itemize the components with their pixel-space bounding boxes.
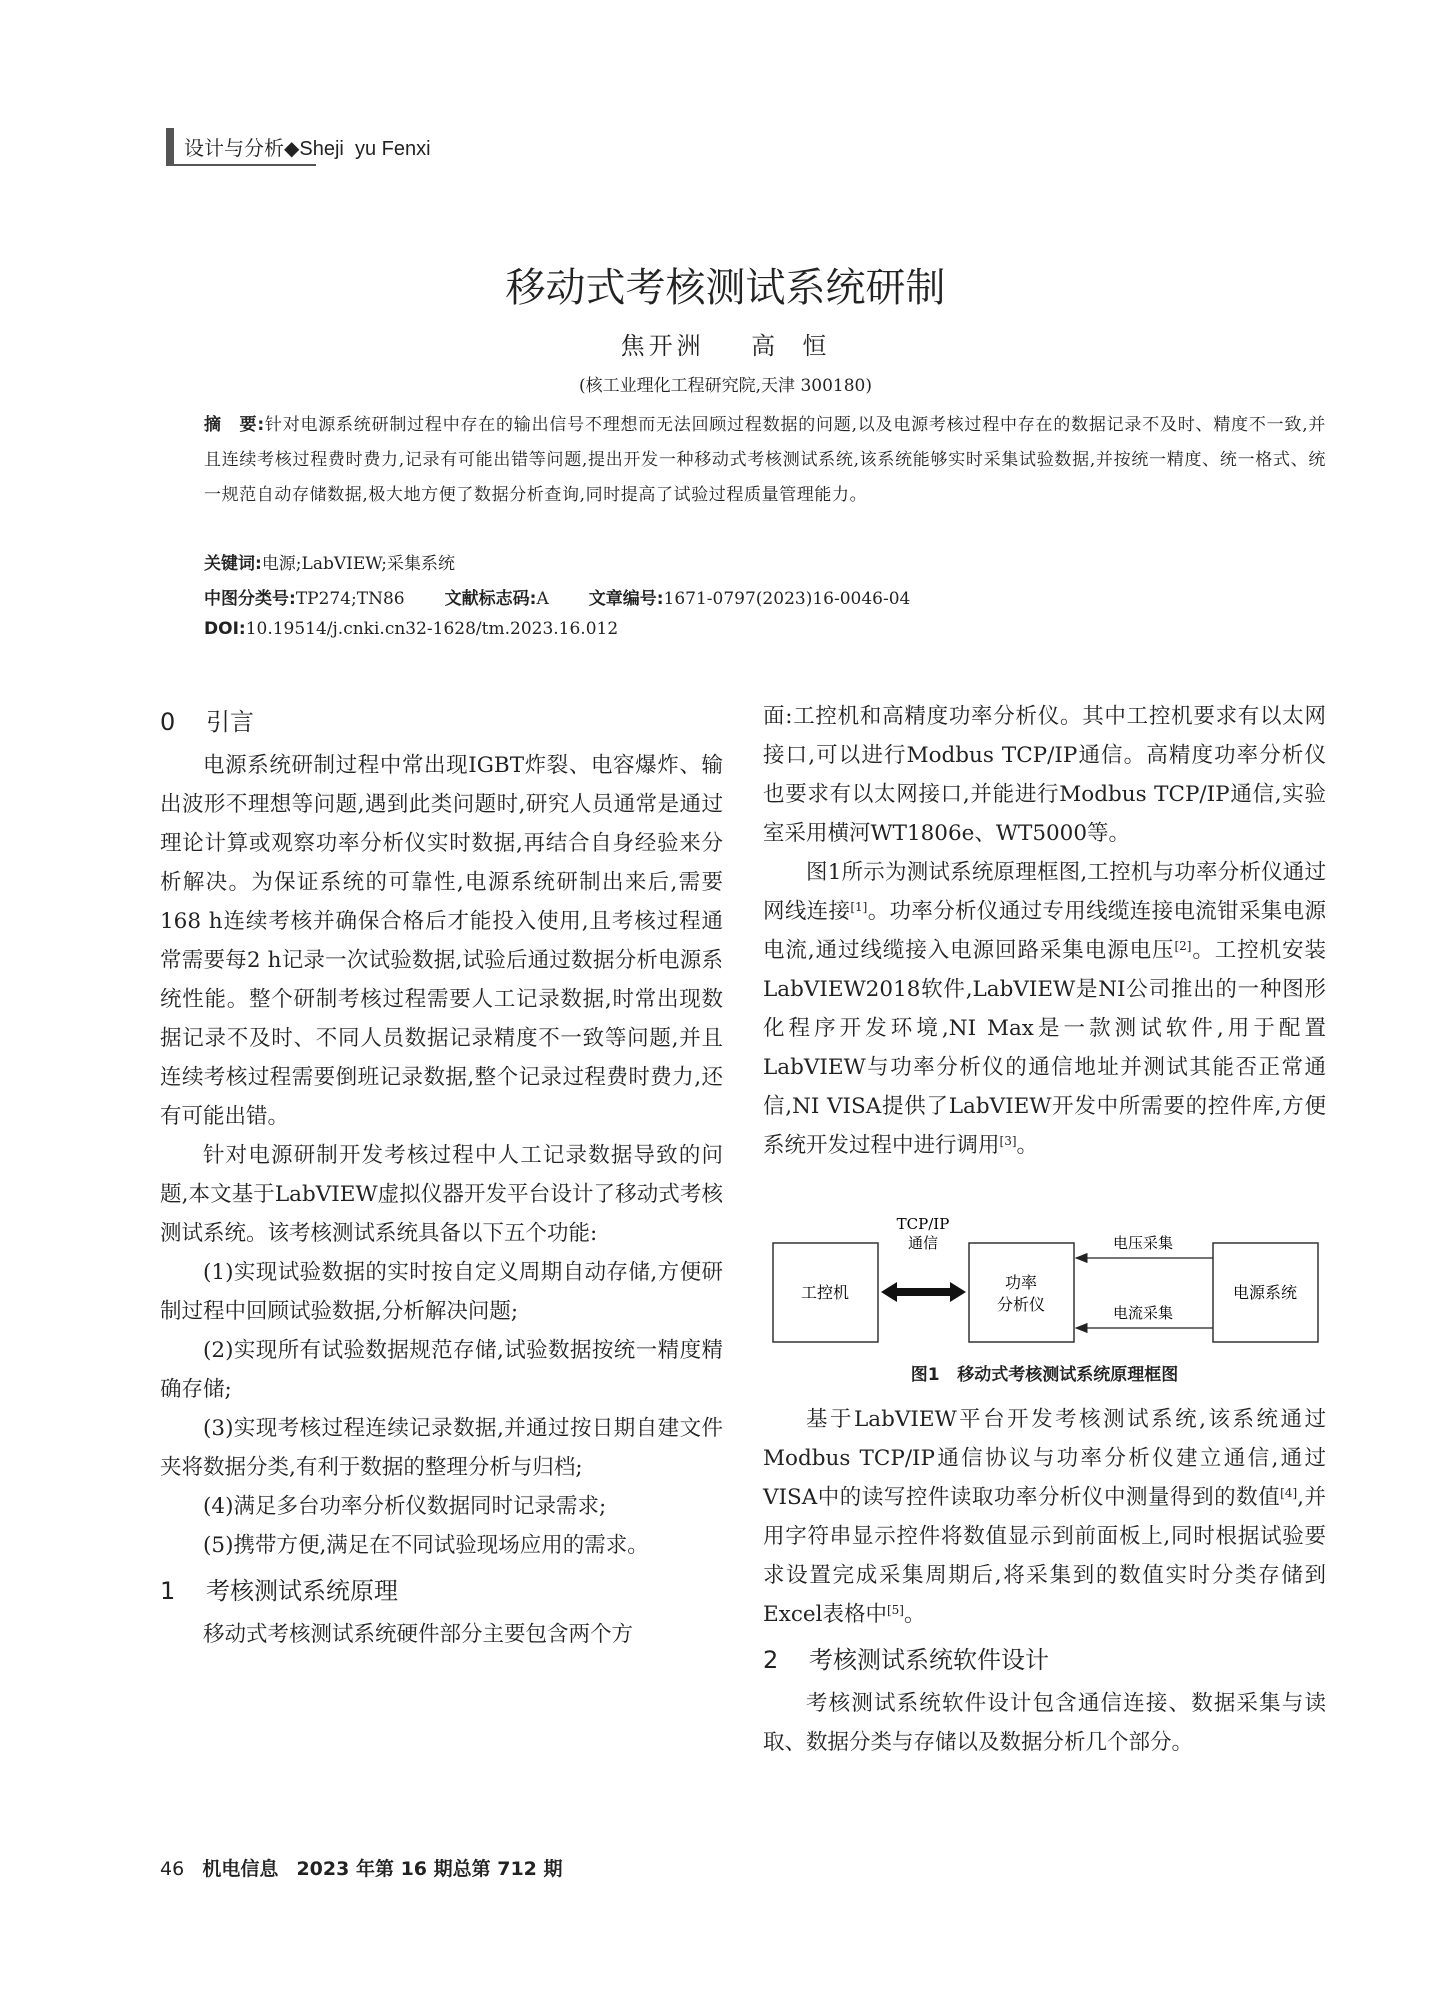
- function-item-5: (5)携带方便,满足在不同试验现场应用的需求。: [203, 1533, 649, 1558]
- right-column-upper: [763, 697, 1326, 1165]
- analyzer-box: [969, 1243, 1074, 1342]
- affiliation: (核工业理化工程研究院,天津 300180): [579, 376, 872, 396]
- software-paragraph-1: 考核测试系统软件设计包含通信连接、数据采集与读取、数据分类与存储以及数据分析几个部分。: [763, 1691, 1326, 1755]
- abstract: [204, 408, 1326, 513]
- intro-paragraph-1: 电源系统研制过程中常出现IGBT炸裂、电容爆炸、输出波形不理想等问题,遇到此类问题时,研究人员通常是通过理论计算或观察功率分析仪实时数据,再结合自身经验来分析解决。为保证系统的可靠性,电源系统研制出来后,需要168 h连续考核并确保合格后才能投入使用,且考核过程通常需要每2 h记录一次试验数据,试验后通过数据分析电源系统性能。整个研制考核过程需要人工记录数据,时常出现数据记录不及时、不同人员数据记录精度不一致等问题,并且连续考核过程需要倒班记录数据,整个记录过程费时费力,还有可能出错。: [160, 753, 723, 1129]
- function-item-3: (3)实现考核过程连续记录数据,并通过按日期自建文件夹将数据分类,有利于数据的整理分析与归档;: [160, 1416, 723, 1480]
- power-system-label: 电源系统: [1232, 1283, 1298, 1302]
- authors: 焦开洲 高 恒: [620, 332, 831, 360]
- paper-title: 移动式考核测试系统研制: [505, 265, 946, 311]
- doi-link[interactable]: 10.19514/j.cnki.cn32-1628/tm.2023.16.012: [245, 619, 619, 639]
- keywords-text: 电源;LabVIEW;采集系统: [261, 554, 455, 574]
- left-column: [160, 700, 723, 1654]
- citation-1[interactable]: [1]: [850, 900, 868, 914]
- section-heading-2: 2 考核测试系统软件设计: [763, 1646, 1049, 1674]
- citation-4[interactable]: [4]: [1280, 1486, 1298, 1500]
- citation-3[interactable]: [3]: [999, 1134, 1017, 1148]
- keywords: [204, 549, 455, 574]
- double-arrow-icon: [881, 1282, 966, 1302]
- figure-1: [763, 1212, 1326, 1352]
- abstract-text: 针对电源系统研制过程中存在的输出信号不理想而无法回顾过程数据的问题,以及电源考核过程中存在的数据记录不及时、精度不一致,并且连续考核过程费时费力,记录有可能出错等问题,提出开发一种移动式考核测试系统,该系统能够实时采集试验数据,并按统一精度、统一格式、统一规范自动存储数据,极大地方便了数据分析查询,同时提高了试验过程质量管理能力。: [204, 415, 1326, 505]
- section-heading-0: 0 引言: [160, 708, 254, 736]
- running-header: [184, 132, 431, 161]
- doi-line: [204, 619, 618, 639]
- function-item-1: (1)实现试验数据的实时按自定义周期自动存储,方便研制过程中回顾试验数据,分析解决问题;: [160, 1260, 723, 1324]
- header-underline: [166, 164, 316, 166]
- analyzer-label-line-1: 功率: [1004, 1273, 1038, 1292]
- principle-paragraph-1: 移动式考核测试系统硬件部分主要包含两个方: [203, 1622, 634, 1647]
- header-section: 设计与分析: [184, 138, 284, 160]
- voltage-label: 电压采集: [1112, 1234, 1174, 1252]
- analyzer-label-line-2: 分析仪: [996, 1295, 1046, 1314]
- doc-code-value: A: [536, 589, 549, 609]
- citation-2[interactable]: [2]: [1174, 939, 1192, 953]
- journal-name: 机电信息: [202, 1858, 279, 1880]
- doi-label: DOI:: [204, 619, 246, 639]
- diamond-icon: ◆: [284, 138, 300, 160]
- principle-paragraph-3: 基于LabVIEW平台开发考核测试系统,该系统通过Modbus TCP/IP通信协议与功率分析仪建立通信,通过VISA中的读写控件读取功率分析仪中测量得到的数值[4],并用字符串显示控件将数值显示到前面板上,同时根据试验要求设置完成采集周期后,将采集到的数值实时分类存储到Excel表格中[5]。: [763, 1407, 1326, 1627]
- clc-label: 中图分类号:: [204, 589, 296, 609]
- abstract-label: 摘 要:: [204, 415, 265, 435]
- tcp-label-line-1: TCP/IP: [896, 1215, 950, 1233]
- principle-paragraph-2: 图1所示为测试系统原理框图,工控机与功率分析仪通过网线连接[1]。功率分析仪通过专用线缆连接电流钳采集电源电流,通过线缆接入电源回路采集电源电压[2]。工控机安装LabVIEW2018软件,LabVIEW是NI公司推出的一种图形化程序开发环境,NI Max是一款测试软件,用于配置LabVIEW与功率分析仪的通信地址并测试其能否正常通信,NI VISA提供了LabVIEW开发中所需要的控件库,方便系统开发过程中进行调用[3]。: [763, 860, 1326, 1158]
- doc-code-label: 文献标志码:: [444, 589, 537, 609]
- section-heading-1: 1 考核测试系统原理: [160, 1577, 398, 1605]
- ipc-label: 工控机: [800, 1283, 850, 1302]
- intro-paragraph-2: 针对电源研制开发考核过程中人工记录数据导致的问题,本文基于LabVIEW虚拟仪器开发平台设计了移动式考核测试系统。该考核测试系统具备以下五个功能:: [160, 1143, 723, 1246]
- keywords-label: 关键词:: [204, 554, 262, 574]
- principle-paragraph-1-cont: 面:工控机和高精度功率分析仪。其中工控机要求有以太网接口,可以进行Modbus TCP/IP通信。高精度功率分析仪也要求有以太网接口,并能进行Modbus TCP/IP通信,实验室采用横河WT1806e、WT5000等。: [763, 704, 1326, 846]
- function-item-4: (4)满足多台功率分析仪数据同时记录需求;: [203, 1494, 607, 1519]
- block-diagram: [763, 1212, 1326, 1352]
- figure-1-caption: 图1 移动式考核测试系统原理框图: [910, 1365, 1179, 1385]
- classification-line: [204, 584, 910, 609]
- page-footer: [160, 1854, 563, 1881]
- function-item-2: (2)实现所有试验数据规范存储,试验数据按统一精度精确存储;: [160, 1338, 723, 1402]
- page-number: 46: [160, 1858, 185, 1880]
- header-pinyin: Sheji yu Fenxi: [299, 138, 431, 160]
- issue-info: 2023 年第 16 期总第 712 期: [296, 1858, 563, 1880]
- article-no-value: 1671-0797(2023)16-0046-04: [663, 589, 911, 609]
- header-bar-mark: [166, 128, 174, 164]
- tcp-label-line-2: 通信: [907, 1234, 939, 1252]
- article-no-label: 文章编号:: [588, 589, 664, 609]
- current-label: 电流采集: [1112, 1304, 1174, 1322]
- citation-5[interactable]: [5]: [886, 1603, 904, 1617]
- right-column-lower: [763, 1400, 1326, 1762]
- clc-value: TP274;TN86: [295, 589, 405, 609]
